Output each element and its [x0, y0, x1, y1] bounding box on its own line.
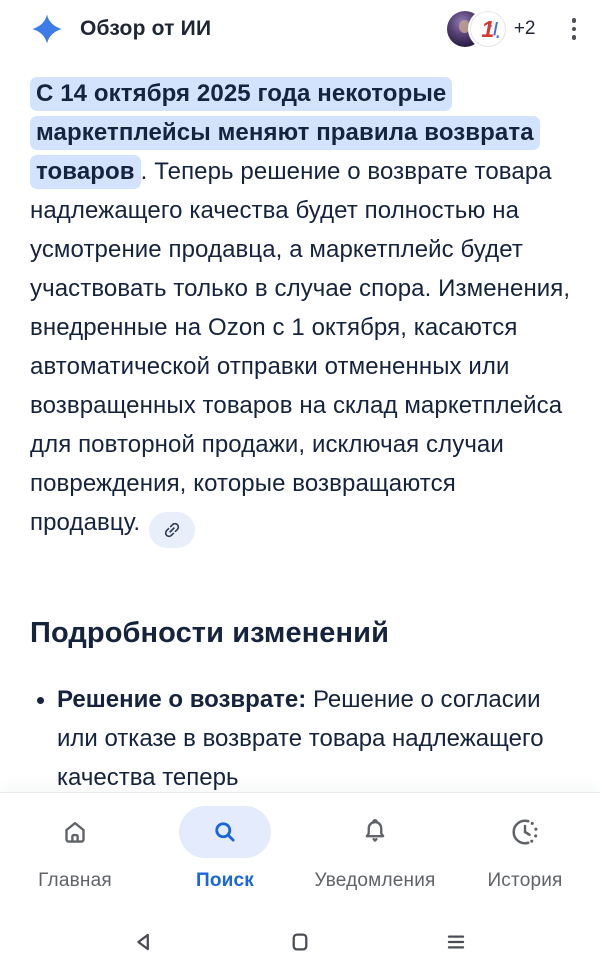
- recents-lines-icon: [443, 929, 469, 955]
- search-active-pill: [179, 806, 271, 858]
- section-heading: Подробности изменений: [30, 617, 390, 649]
- nav-label-home: Главная: [38, 870, 112, 891]
- bell-icon: [360, 817, 390, 847]
- summary-paragraph: [30, 74, 571, 548]
- bullet-text: Решение о согласии или отказе в возврате товара надлежащего качества теперь: [57, 686, 544, 791]
- header: [0, 0, 600, 58]
- nav-item-search[interactable]: [150, 806, 300, 910]
- channel-one-logo-glyph: 1: [481, 15, 495, 42]
- link-icon: [162, 520, 182, 540]
- android-home-button[interactable]: [283, 925, 317, 959]
- nav-label-notifications: Уведомления: [314, 870, 436, 891]
- summary-text: . Теперь решение о возврате товара надлежащего качества будет полностью на усмотрение продавца, а маркетплейс будет участвовать только в случае спора. Изменения, внедренные на Ozon с 1 октября, касаются автоматической отправки отмененных или возвращенных товаров на склад маркетплейса для повторной продажи, исключая случаи повреждения, которые возвращаются продавцу.: [30, 158, 571, 536]
- history-clock-icon: [510, 817, 540, 847]
- android-recents-button[interactable]: [439, 925, 473, 959]
- search-icon: [211, 818, 239, 846]
- source-link-chip[interactable]: [149, 512, 195, 548]
- extra-sources-count[interactable]: +2: [513, 18, 536, 39]
- home-icon: [60, 817, 90, 847]
- home-square-icon: [287, 929, 313, 955]
- nav-item-notifications[interactable]: [300, 806, 450, 910]
- header-sources: [447, 11, 582, 47]
- bottom-navigation: [0, 793, 600, 910]
- nav-label-history: История: [487, 870, 563, 891]
- source-avatar-logo[interactable]: [470, 11, 506, 47]
- details-bullet-list: [30, 680, 571, 797]
- nav-item-history[interactable]: [450, 806, 600, 910]
- back-triangle-icon: [131, 929, 157, 955]
- highlighted-summary-text: С 14 октября 2025 года некоторые маркетплейсы меняют правила возврата товаров: [30, 77, 540, 189]
- list-item: [57, 680, 571, 797]
- nav-label-search: Поиск: [195, 870, 255, 891]
- more-options-icon[interactable]: [566, 12, 583, 46]
- page-title: Обзор от ИИ: [80, 17, 212, 40]
- bullet-term: Решение о возврате:: [57, 686, 307, 713]
- android-system-bar: [0, 910, 600, 973]
- nav-item-home[interactable]: [0, 806, 150, 910]
- ai-sparkle-icon: [30, 12, 64, 46]
- android-back-button[interactable]: [127, 925, 161, 959]
